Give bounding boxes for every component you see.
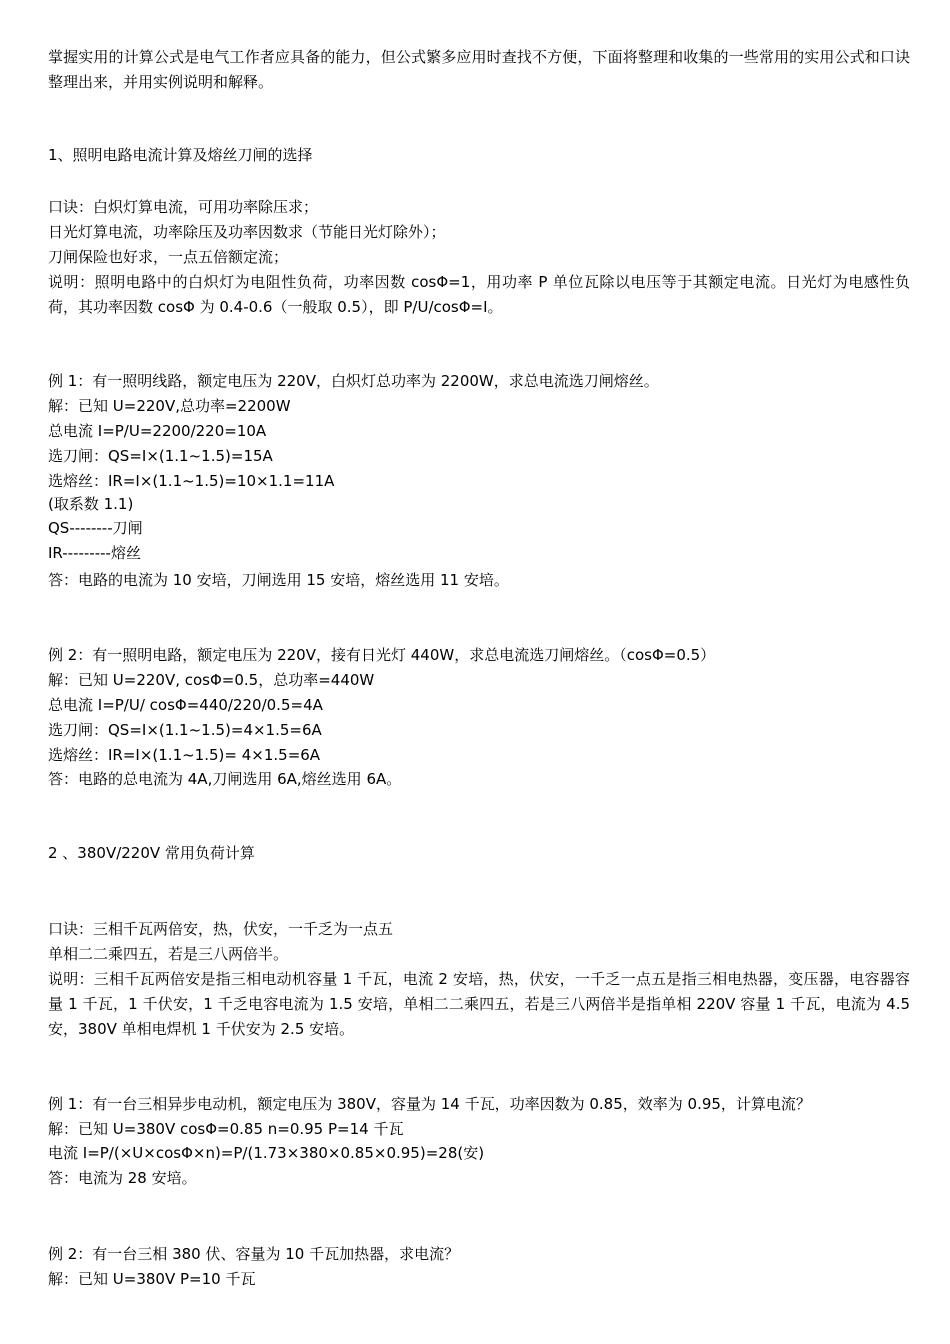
s1-note-paragraph: 说明：照明电路中的白炽灯为电阻性负荷，功率因数 cosΦ=1，用功率 P 单位瓦除以电压等于其额定电流。日光灯为电感性负荷，其功率因数 cosΦ 为 0.4-0.6（一般取 0.5），即 P/U/cosΦ=I。: [48, 273, 910, 316]
s1-example-1-line: 总电流 I=P/U=2200/220=10A: [48, 422, 267, 440]
s1-example-1-line: 选刀闸：QS=I×(1.1~1.5)=15A: [48, 447, 273, 465]
s2-rhyme-line: 单相二二乘四五，若是三八两倍半。: [48, 945, 289, 963]
s2-note-paragraph: 说明：三相千瓦两倍安是指三相电动机容量 1 千瓦，电流 2 安培，热，伏安，一千乏一点五是指三相电热器，变压器，电容器容量 1 千瓦，1 千伏安，1 千乏电容电流为 1.5 安培，单相二二乘四五，若是三八两倍半是指单相 220V 容量 1 千瓦，电流为 4.5 安，380V 单相电焊机 1 千伏安为 2.5 安培。: [48, 970, 910, 1038]
s2-example-1-line: 例 1：有一台三相异步电动机，额定电压为 380V，容量为 14 千瓦，功率因数为 0.85，效率为 0.95，计算电流？: [48, 1095, 811, 1113]
s1-example-2-line: 例 2：有一照明电路，额定电压为 220V，接有日光灯 440W，求总电流选刀闸熔丝。（cosΦ=0.5）: [48, 646, 716, 664]
s1-example-1-answer: 答：电路的电流为 10 安培，刀闸选用 15 安培，熔丝选用 11 安培。: [48, 571, 509, 589]
s1-rhyme-line: 日光灯算电流，功率除压及功率因数求（节能日光灯除外）；: [48, 223, 446, 241]
s1-example-2-line: 解：已知 U=220V, cosΦ=0.5，总功率=440W: [48, 671, 375, 689]
s1-example-2-line: 总电流 I=P/U/ cosΦ=440/220/0.5=4A: [48, 696, 323, 714]
s1-example-2-answer: 答：电路的总电流为 4A,刀闸选用 6A,熔丝选用 6A。: [48, 770, 402, 788]
section-2-heading: 2 、380V/220V 常用负荷计算: [48, 844, 255, 862]
s2-example-1-answer: 答：电流为 28 安培。: [48, 1169, 197, 1187]
intro-paragraph: 掌握实用的计算公式是电气工作者应具备的能力，但公式繁多应用时查找不方便，下面将整理和收集的一些常用的实用公式和口诀整理出来，并用实例说明和解释。: [48, 48, 910, 91]
s1-example-1-line: 例 1：有一照明线路，额定电压为 220V，白炽灯总功率为 2200W，求总电流选刀闸熔丝。: [48, 372, 659, 390]
s1-example-2-line: 选熔丝：IR=I×(1.1~1.5)= 4×1.5=6A: [48, 746, 321, 764]
s2-example-2-line: 例 2：有一台三相 380 伏、容量为 10 千瓦加热器，求电流？: [48, 1245, 460, 1263]
s1-example-1-line: QS--------刀闸: [48, 519, 143, 537]
s2-example-1-line: 解：已知 U=380V cosΦ=0.85 n=0.95 P=14 千瓦: [48, 1120, 404, 1138]
s1-example-1-line: 解：已知 U=220V,总功率=2200W: [48, 397, 291, 415]
s1-example-1-line: 选熔丝：IR=I×(1.1~1.5)=10×1.1=11A: [48, 472, 335, 490]
s2-example-1-line: 电流 I=P/(×U×cosΦ×n)=P/(1.73×380×0.85×0.95)=28(安): [48, 1144, 485, 1162]
s1-rhyme-line: 刀闸保险也好求，一点五倍额定流；: [48, 248, 289, 266]
section-1-heading: 1、照明电路电流计算及熔丝刀闸的选择: [48, 146, 313, 164]
s1-example-2-line: 选刀闸：QS=I×(1.1~1.5)=4×1.5=6A: [48, 721, 322, 739]
s1-example-1-line: (取系数 1.1): [48, 495, 134, 513]
s1-rhyme-line: 口诀：白炽灯算电流，可用功率除压求；: [48, 198, 319, 216]
s1-example-1-line: IR---------熔丝: [48, 544, 141, 562]
s2-example-2-line: 解：已知 U=380V P=10 千瓦: [48, 1270, 256, 1288]
s2-rhyme-line: 口诀：三相千瓦两倍安，热，伏安，一千乏为一点五: [48, 920, 394, 938]
